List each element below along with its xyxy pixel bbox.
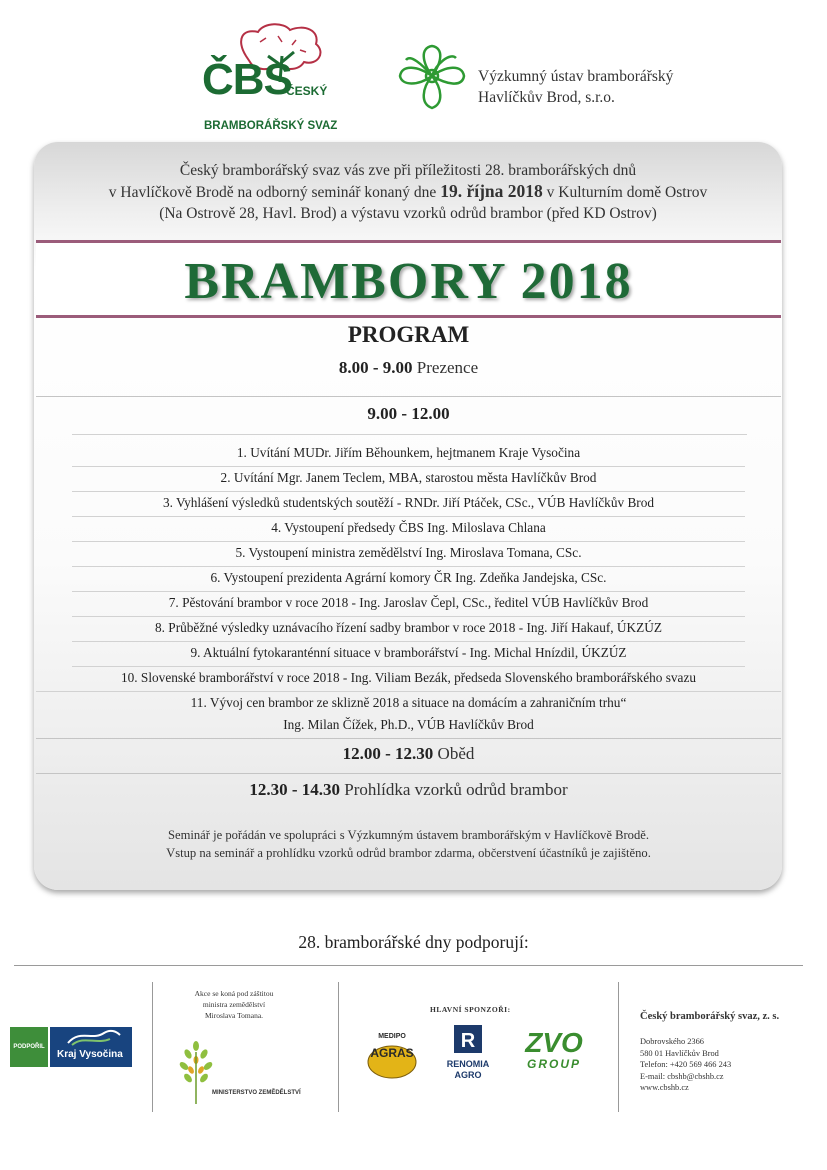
agenda-item: 8. Průběžné výsledky uznávacího řízení sadby brambor v roce 2018 - Ing. Jiří Hakauf, ÚKZÚZ: [72, 617, 745, 642]
divider: [14, 965, 803, 966]
footnote-line1: Seminář je pořádán ve spolupráci s Výzkumným ústavem bramborářským v Havlíčkově Brodě.: [167, 828, 649, 842]
registration-label: Prezence: [416, 358, 479, 377]
zvo-text: ZVO: [525, 1027, 583, 1058]
ministry-text-line: ministra zemědělství: [202, 1000, 266, 1009]
vub-name-line1: Výzkumný ústav bramborářský: [478, 68, 674, 85]
intro-line2: [34, 181, 782, 203]
website-line: www.cbshb.cz: [640, 1083, 689, 1092]
footnote: [36, 826, 781, 862]
schedule-registration: [36, 358, 781, 378]
schedule-morning: [36, 404, 781, 424]
kraj-logo-text: Kraj Vysočina: [57, 1049, 123, 1060]
kraj-wave-icon: [50, 1027, 132, 1049]
agras-text: AGRAS: [370, 1046, 414, 1060]
vub-name-line2: Havlíčkův Brod, s.r.o.: [478, 89, 615, 106]
intro-line2-a: v Havlíčkově Brodě na odborný seminář konaný dne: [108, 184, 441, 201]
schedule-tour: [36, 780, 781, 800]
ministry-label: MINISTERSTVO ZEMĚDĚLSTVÍ: [212, 1090, 301, 1096]
agenda-item: 7. Pěstování brambor v roce 2018 - Ing. Jaroslav Čepl, CSc., ředitel VÚB Havlíčkův Brod: [72, 592, 745, 617]
address-line: 580 01 Havlíčkův Brod: [640, 1048, 719, 1058]
agenda-item: 9. Aktuální fytokaranténní situace v bramborářství - Ing. Michal Hnízdil, ÚKZÚZ: [72, 642, 745, 667]
cbs-logo: [198, 22, 338, 132]
renomia-agro-text: AGRO: [454, 1070, 482, 1080]
lunch-time: 12.00 - 12.30: [342, 744, 434, 763]
kraj-logo-small-text: PODPOŘIL: [10, 1027, 48, 1067]
footnote-line2: Vstup na seminář a prohlídku vzorků odrůd brambor zdarma, občerstvení účastníků je zajištěno.: [166, 846, 651, 860]
ministry-patronage-text: [180, 988, 288, 1021]
kraj-vysocina-logo: [10, 1027, 132, 1067]
intro-line3: (Na Ostrově 28, Havl. Brod) a výstavu vzorků odrůd brambor (před KD Ostrov): [159, 205, 657, 222]
email-line: E-mail: cbshb@cbshb.cz: [640, 1071, 724, 1081]
event-date: 19. října 2018: [440, 181, 543, 201]
support-heading: 28. bramborářské dny podporují:: [298, 932, 529, 952]
agenda-item: 2. Uvítání Mgr. Janem Teclem, MBA, starostou města Havlíčkův Brod: [72, 467, 745, 492]
program-heading: PROGRAM: [347, 322, 470, 347]
zvo-group-logo: [516, 1026, 594, 1074]
divider: [72, 434, 747, 435]
org-name: Český bramborářský svaz, z. s.: [640, 1011, 780, 1022]
divider: [152, 982, 153, 1112]
renomia-agro-logo: [440, 1025, 498, 1081]
registration-time: 8.00 - 9.00: [338, 358, 413, 377]
agenda-item: 11. Vývoj cen brambor ze sklizně 2018 a situace na domácím a zahraničním trhu“: [190, 695, 627, 710]
main-sponsors-label: HLAVNÍ SPONZOŘI:: [430, 1005, 511, 1014]
org-address: [640, 1036, 731, 1094]
agenda-item: 5. Vystoupení ministra zemědělství Ing. Miroslava Tomana, CSc.: [72, 542, 745, 567]
divider: [36, 396, 781, 397]
kraj-logo-block: [50, 1027, 132, 1067]
agenda-item-continuation: Ing. Milan Čížek, Ph.D., VÚB Havlíčkův Brod: [36, 714, 781, 739]
renomia-text: RENOMIA: [446, 1059, 490, 1069]
schedule-lunch: [36, 744, 781, 764]
cbs-word-svaz: BRAMBORÁŘSKÝ SVAZ: [204, 120, 338, 132]
agenda-item: 10. Slovenské bramborářství v roce 2018 - Ing. Viliam Bezák, předseda Slovenského bramborářského svazu: [36, 667, 781, 692]
agenda-list: [36, 442, 781, 739]
vub-name: [478, 66, 673, 108]
zvo-group-text: GROUP: [526, 1057, 582, 1071]
agras-top-text: MEDIPO: [378, 1033, 406, 1040]
divider: [618, 982, 619, 1112]
cbs-word-cesky: ČESKÝ: [286, 84, 328, 98]
agenda-item: 1. Uvítání MUDr. Jiřím Běhounkem, hejtmanem Kraje Vysočina: [72, 442, 745, 467]
tour-label: Prohlídka vzorků odrůd brambor: [344, 780, 568, 799]
intro-line2-b: v Kulturním domě Ostrov: [542, 184, 708, 201]
agras-logo: [363, 1028, 421, 1080]
lunch-label: Oběd: [437, 744, 475, 763]
divider: [338, 982, 339, 1112]
renomia-letter: R: [460, 1030, 476, 1052]
divider: [36, 773, 781, 774]
ministry-text-line: Akce se koná pod záštitou: [194, 989, 274, 998]
page-title: BRAMBORY 2018: [184, 253, 633, 310]
morning-time: 9.00 - 12.00: [367, 404, 450, 423]
intro-text: [34, 160, 782, 224]
ministry-wheat-icon: [172, 1040, 322, 1110]
agenda-item: 6. Vystoupení prezidenta Agrární komory ČR Ing. Zdeňka Jandejska, CSc.: [72, 567, 745, 592]
address-line: Dobrovského 2366: [640, 1037, 704, 1046]
agenda-item: 3. Vyhlášení výsledků studentských soutěží - RNDr. Jiří Ptáček, CSc., VÚB Havlíčkův Brod: [72, 492, 745, 517]
cbs-letters: ČBS: [202, 55, 292, 104]
potato-flower-icon: [392, 42, 472, 118]
ministry-text-line: Miroslava Tomana.: [204, 1011, 264, 1020]
title-divider-bottom: [36, 315, 781, 318]
intro-line1: Český bramborářský svaz vás zve při příležitosti 28. bramborářských dnů: [179, 162, 637, 179]
phone-line: Telefon: +420 569 466 243: [640, 1060, 732, 1069]
agenda-item: 4. Vystoupení předsedy ČBS Ing. Miloslava Chlana: [72, 517, 745, 542]
tour-time: 12.30 - 14.30: [249, 780, 341, 799]
